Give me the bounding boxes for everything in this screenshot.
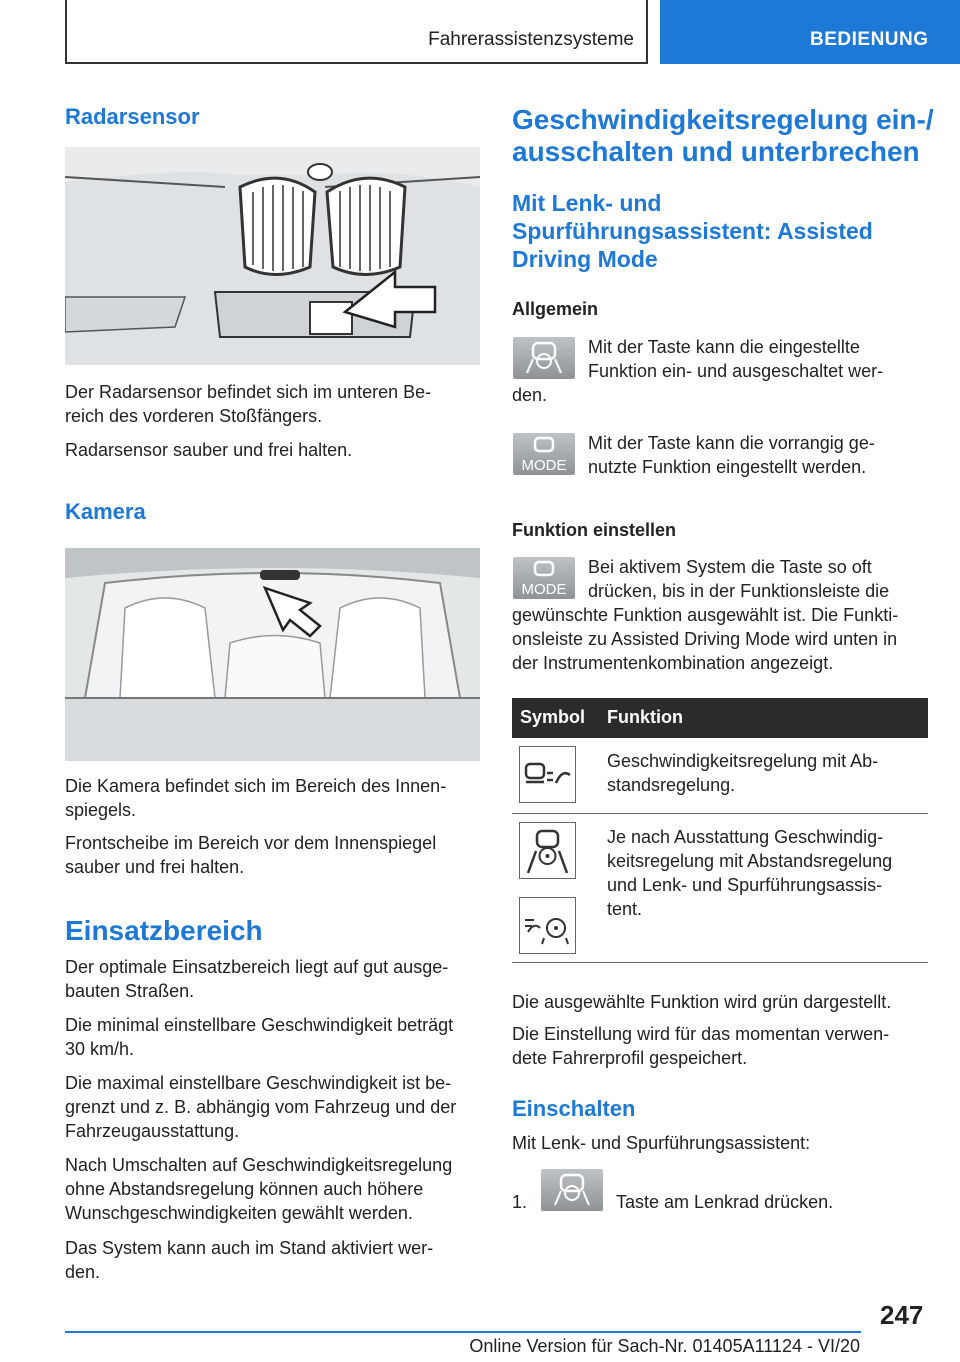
page-number: 247 <box>880 1300 924 1330</box>
text-line: 30 km/h. <box>65 1039 135 1059</box>
camera-paragraph-2 <box>65 831 485 879</box>
text-line: tent. <box>607 899 643 919</box>
text-line: grenzt und z. B. abhängig vom Fahrzeug und der <box>65 1097 457 1117</box>
einsatz-paragraph-5 <box>65 1236 485 1284</box>
title-line: Driving Mode <box>512 246 658 272</box>
einsatz-paragraph-3 <box>65 1071 485 1143</box>
table-divider <box>512 962 928 963</box>
text-line: gewünschte Funktion ausgewählt ist. Die Funkti- <box>512 605 899 625</box>
table-divider <box>512 813 928 814</box>
allgemein-text-1-end: den. <box>512 385 548 405</box>
text-line: den. <box>65 1262 101 1282</box>
text-line: Die Einstellung wird für das momentan verwen- <box>512 1024 890 1044</box>
lane-assist-icon <box>519 822 576 879</box>
mode-label: MODE <box>521 581 567 598</box>
radar-title: Radarsensor <box>65 104 200 129</box>
einsatz-paragraph-4 <box>65 1153 485 1225</box>
footer-rule <box>65 1331 861 1333</box>
assist-button-icon <box>541 1169 603 1211</box>
table-row-1-funktion <box>607 749 927 797</box>
text-line: Bei aktivem System die Taste so oft <box>588 557 872 577</box>
mode-button-icon <box>513 433 575 475</box>
text-line: nutzte Funktion eingestellt werden. <box>588 457 867 477</box>
header-section-label: Fahrerassistenzsysteme <box>428 29 634 50</box>
mode-label: MODE <box>521 457 567 474</box>
einschalten-title: Einschalten <box>512 1096 636 1121</box>
title-line: Mit Lenk- und <box>512 190 662 216</box>
text-line: Fahrzeugausstattung. <box>65 1121 240 1141</box>
text-line: sauber und frei halten. <box>65 857 245 877</box>
acc-distance-icon <box>519 746 576 803</box>
assist-button-icon <box>513 337 575 379</box>
camera-illustration <box>65 548 480 761</box>
text-line: ohne Abstandsregelung können auch höhere <box>65 1179 424 1199</box>
allgemein-text-1 <box>588 335 928 383</box>
text-line: Geschwindigkeitsregelung mit Ab- <box>607 751 879 771</box>
text-line: Die Kamera befindet sich im Bereich des Innen- <box>65 776 447 796</box>
mode-button-icon <box>513 557 575 599</box>
text-line: onsleiste zu Assisted Driving Mode wird unten in <box>512 629 898 649</box>
acc-steering-icon <box>519 897 576 954</box>
camera-paragraph-1 <box>65 774 485 822</box>
header-section <box>65 0 648 64</box>
text-line: keitsregelung mit Abstandsregelung <box>607 851 893 871</box>
funktion-text-a <box>588 555 928 603</box>
step-text: Taste am Lenkrad drücken. <box>616 1192 834 1212</box>
main-title <box>512 104 934 168</box>
text-line: dete Fahrerprofil gespeichert. <box>512 1048 748 1068</box>
funktion-einstellen-heading: Funktion einstellen <box>512 520 677 540</box>
text-line: Das System kann auch im Stand aktiviert wer- <box>65 1238 434 1258</box>
text-line: Die maximal einstellbare Geschwindigkeit ist be- <box>65 1073 452 1093</box>
text-line: Der Radarsensor befindet sich im unteren Be- <box>65 382 432 402</box>
after-table-text-2 <box>512 1022 932 1070</box>
text-line: Funktion ein- und ausgeschaltet wer- <box>588 361 884 381</box>
text-line: Mit der Taste kann die vorrangig ge- <box>588 433 875 453</box>
text-line: und Lenk- und Spurführungsassis- <box>607 875 883 895</box>
title-line: ausschalten und unterbrechen <box>512 136 920 167</box>
text-line: Mit der Taste kann die eingestellte <box>588 337 860 357</box>
text-line: Die minimal einstellbare Geschwindigkeit beträgt <box>65 1015 454 1035</box>
funktion-text-b <box>512 603 932 675</box>
text-line: Frontscheibe im Bereich vor dem Innenspiegel <box>65 833 437 853</box>
header-chapter-label: BEDIENUNG <box>810 29 929 50</box>
camera-title: Kamera <box>65 499 146 524</box>
table-row-2-funktion <box>607 825 927 921</box>
allgemein-heading: Allgemein <box>512 299 599 319</box>
column-header-funktion: Funktion <box>607 707 683 727</box>
column-header-symbol: Symbol <box>520 707 586 727</box>
sub-title <box>512 189 873 273</box>
text-line: der Instrumentenkombination angezeigt. <box>512 653 834 673</box>
einsatz-title: Einsatzbereich <box>65 915 263 946</box>
radar-paragraph-2: Radarsensor sauber und frei halten. <box>65 440 353 460</box>
text-line: drücken, bis in der Funktionsleiste die <box>588 581 890 601</box>
header-chapter <box>660 0 960 64</box>
title-line: Spurführungsassistent: Assisted <box>512 218 873 244</box>
text-line: reich des vorderen Stoßfängers. <box>65 406 323 426</box>
text-line: spiegels. <box>65 800 137 820</box>
text-line: Je nach Ausstattung Geschwindig- <box>607 827 884 847</box>
text-line: Der optimale Einsatzbereich liegt auf gut ausge- <box>65 957 449 977</box>
online-version-note: Online Version für Sach-Nr. 01405A11124 - VI/20 <box>469 1336 860 1356</box>
title-line: Geschwindigkeitsregelung ein-/ <box>512 104 934 135</box>
text-line: bauten Straßen. <box>65 981 195 1001</box>
after-table-text-1: Die ausgewählte Funktion wird grün dargestellt. <box>512 992 892 1012</box>
radar-paragraph-1 <box>65 380 485 428</box>
allgemein-text-2 <box>588 431 928 479</box>
einsatz-paragraph-2 <box>65 1013 485 1061</box>
table-header <box>512 698 928 738</box>
text-line: Nach Umschalten auf Geschwindigkeitsregelung <box>65 1155 453 1175</box>
radar-illustration <box>65 147 480 365</box>
text-line: Wunschgeschwindigkeiten gewählt werden. <box>65 1203 413 1223</box>
einsatz-paragraph-1 <box>65 955 485 1003</box>
einschalten-text: Mit Lenk- und Spurführungsassistent: <box>512 1133 811 1153</box>
text-line: standsregelung. <box>607 775 736 795</box>
step-number: 1. <box>512 1192 528 1212</box>
